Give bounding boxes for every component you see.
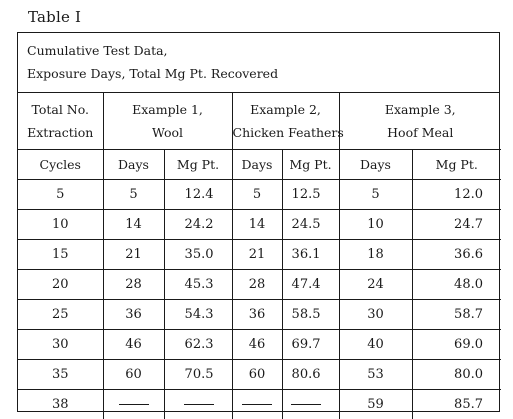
cell-ex3-days: 53 bbox=[339, 360, 412, 390]
data-table bbox=[18, 93, 501, 419]
cell-ex3-mg: 58.7 bbox=[412, 300, 501, 330]
cell-ex3-mg: 12.0 bbox=[412, 180, 501, 210]
header-group-line-1: Example 3, bbox=[340, 98, 502, 121]
cell-ex1-mg: 24.2 bbox=[164, 210, 232, 240]
table-caption bbox=[18, 33, 499, 93]
cell-ex1-days: 28 bbox=[103, 270, 164, 300]
header-first-col bbox=[18, 93, 103, 150]
cell-ex3-days: 30 bbox=[339, 300, 412, 330]
cell-ex1-mg: 70.5 bbox=[164, 360, 232, 390]
header-group-line-2: Chicken Feathers bbox=[233, 121, 339, 144]
cell-ex1-mg: 12.4 bbox=[164, 180, 232, 210]
cell-ex2-days: 21 bbox=[232, 240, 282, 270]
cell-cycles: 5 bbox=[18, 180, 103, 210]
cell-ex3-days: 5 bbox=[339, 180, 412, 210]
cell-ex1-days bbox=[103, 390, 164, 419]
cell-ex1-days: 5 bbox=[103, 180, 164, 210]
header-group-example-1 bbox=[103, 93, 232, 150]
cell-ex2-mg: 80.6 bbox=[282, 360, 339, 390]
cell-ex3-days: 40 bbox=[339, 330, 412, 360]
header-first-col-line-1: Total No. bbox=[18, 98, 103, 121]
empty-dash bbox=[291, 404, 321, 405]
cell-ex1-mg: 45.3 bbox=[164, 270, 232, 300]
table-row bbox=[18, 180, 501, 210]
cell-cycles: 30 bbox=[18, 330, 103, 360]
cell-ex2-mg: 69.7 bbox=[282, 330, 339, 360]
cell-ex2-mg: 58.5 bbox=[282, 300, 339, 330]
cell-ex1-mg bbox=[164, 390, 232, 419]
caption-line-2: Exposure Days, Total Mg Pt. Recovered bbox=[27, 62, 499, 85]
cell-ex1-days: 21 bbox=[103, 240, 164, 270]
cell-ex3-mg: 24.7 bbox=[412, 210, 501, 240]
header-days: Days bbox=[103, 150, 164, 180]
cell-ex1-days: 14 bbox=[103, 210, 164, 240]
caption-line-1: Cumulative Test Data, bbox=[27, 39, 499, 62]
header-mg-pt: Mg Pt. bbox=[282, 150, 339, 180]
cell-ex1-mg: 54.3 bbox=[164, 300, 232, 330]
cell-ex3-days: 24 bbox=[339, 270, 412, 300]
cell-ex1-days: 60 bbox=[103, 360, 164, 390]
header-mg-pt: Mg Pt. bbox=[412, 150, 501, 180]
cell-cycles: 38 bbox=[18, 390, 103, 419]
cell-ex2-days: 36 bbox=[232, 300, 282, 330]
header-group-line-2: Wool bbox=[104, 121, 232, 144]
table-row bbox=[18, 270, 501, 300]
cell-cycles: 25 bbox=[18, 300, 103, 330]
cell-ex3-days: 10 bbox=[339, 210, 412, 240]
cell-ex2-days: 28 bbox=[232, 270, 282, 300]
table-row bbox=[18, 210, 501, 240]
header-group-line-1: Example 1, bbox=[104, 98, 232, 121]
cell-ex2-days: 5 bbox=[232, 180, 282, 210]
table-row bbox=[18, 390, 501, 419]
table-row bbox=[18, 330, 501, 360]
cell-ex2-days: 60 bbox=[232, 360, 282, 390]
empty-dash bbox=[184, 404, 214, 405]
cell-ex3-mg: 80.0 bbox=[412, 360, 501, 390]
header-group-example-3 bbox=[339, 93, 501, 150]
cell-ex2-mg: 36.1 bbox=[282, 240, 339, 270]
header-row-units bbox=[18, 150, 501, 180]
cell-cycles: 10 bbox=[18, 210, 103, 240]
cell-ex3-mg: 48.0 bbox=[412, 270, 501, 300]
cell-ex1-days: 46 bbox=[103, 330, 164, 360]
header-days: Days bbox=[232, 150, 282, 180]
cell-ex2-days bbox=[232, 390, 282, 419]
cell-ex1-mg: 35.0 bbox=[164, 240, 232, 270]
header-first-col-line-2: Extraction bbox=[18, 121, 103, 144]
table-label: Table I bbox=[28, 8, 81, 26]
empty-dash bbox=[119, 404, 149, 405]
cell-ex3-days: 59 bbox=[339, 390, 412, 419]
cell-ex3-mg: 69.0 bbox=[412, 330, 501, 360]
cell-cycles: 35 bbox=[18, 360, 103, 390]
table-frame bbox=[17, 32, 500, 412]
cell-ex3-days: 18 bbox=[339, 240, 412, 270]
cell-ex2-mg bbox=[282, 390, 339, 419]
cell-ex1-mg: 62.3 bbox=[164, 330, 232, 360]
cell-ex3-mg: 36.6 bbox=[412, 240, 501, 270]
cell-ex2-mg: 47.4 bbox=[282, 270, 339, 300]
cell-ex2-mg: 24.5 bbox=[282, 210, 339, 240]
cell-ex2-days: 14 bbox=[232, 210, 282, 240]
header-cycles: Cycles bbox=[18, 150, 103, 180]
header-days: Days bbox=[339, 150, 412, 180]
cell-ex3-mg: 85.7 bbox=[412, 390, 501, 419]
table-row bbox=[18, 300, 501, 330]
header-row-groups bbox=[18, 93, 501, 150]
cell-ex2-mg: 12.5 bbox=[282, 180, 339, 210]
cell-ex2-days: 46 bbox=[232, 330, 282, 360]
empty-dash bbox=[242, 404, 272, 405]
table-row bbox=[18, 360, 501, 390]
header-group-line-2: Hoof Meal bbox=[340, 121, 502, 144]
cell-cycles: 15 bbox=[18, 240, 103, 270]
table-row bbox=[18, 240, 501, 270]
header-mg-pt: Mg Pt. bbox=[164, 150, 232, 180]
header-group-example-2 bbox=[232, 93, 339, 150]
cell-cycles: 20 bbox=[18, 270, 103, 300]
header-group-line-1: Example 2, bbox=[233, 98, 339, 121]
cell-ex1-days: 36 bbox=[103, 300, 164, 330]
